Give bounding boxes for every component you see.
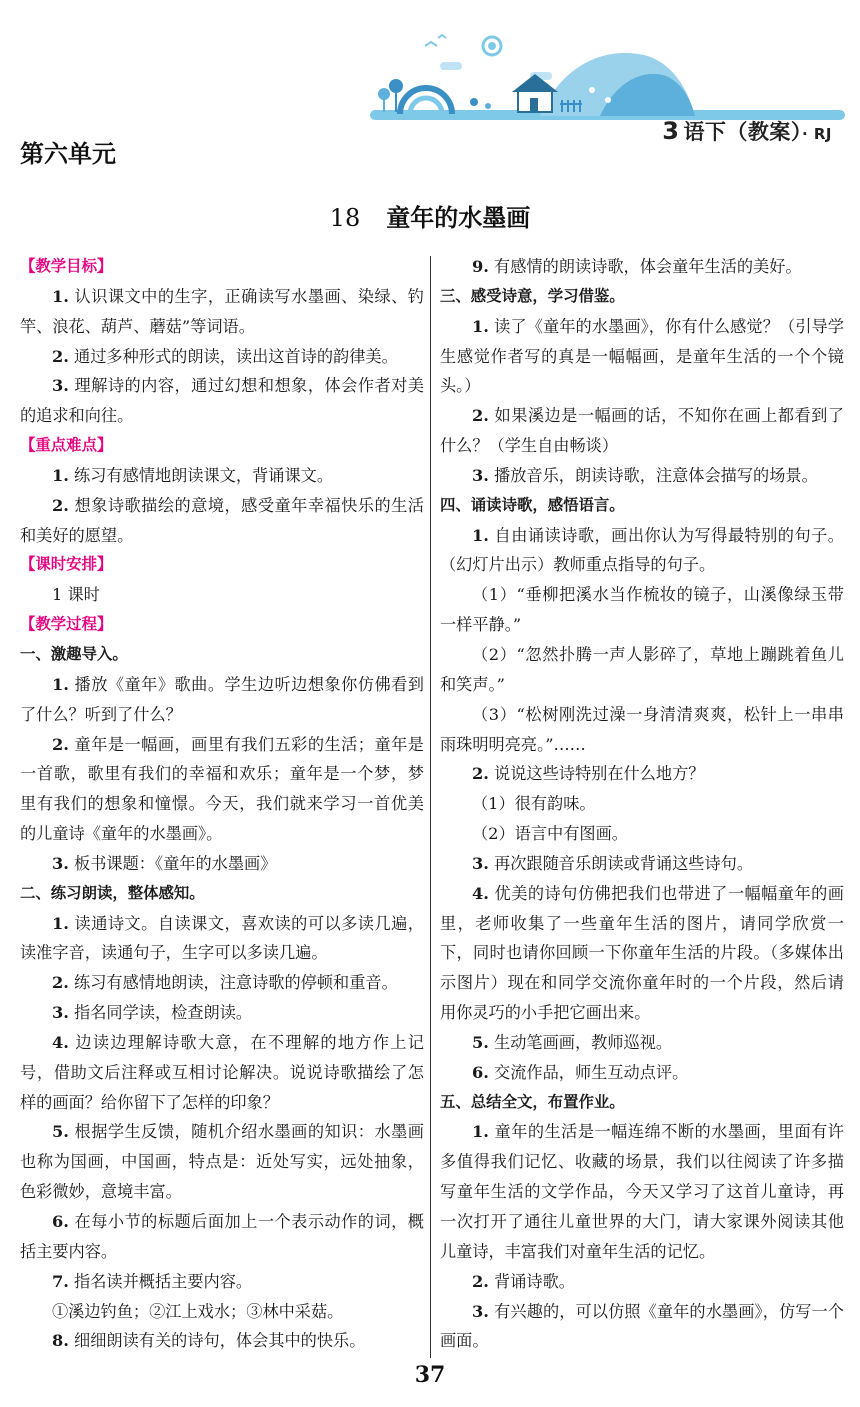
paragraph: [20, 371, 424, 431]
item-number: 2.: [52, 346, 69, 366]
paragraph-text: （3）“松树刚洗过澡一身清清爽爽，松针上一串串雨珠明明亮亮。”……: [440, 704, 844, 754]
paragraph: [20, 1267, 424, 1297]
paragraph-text: ①溪边钓鱼；②江上戏水；③林中采菇。: [52, 1301, 344, 1321]
section-heading: 一、激趣导入。: [20, 644, 128, 663]
paragraph: [440, 252, 844, 282]
paragraph-text: 生动笔画画，教师巡视。: [488, 1032, 673, 1052]
section-tag: 【教学过程】: [20, 615, 113, 634]
item-number: 9.: [472, 257, 489, 276]
item-number: 1.: [472, 316, 489, 336]
paragraph-text: 理解诗的内容，通过幻想和想象，体会作者对美的追求和向往。: [20, 376, 424, 426]
paragraph-text: 读了《童年的水墨画》，你有什么感觉？（引导学生感觉作者写的真是一幅幅画，是童年生活的一个个镜头。）: [440, 316, 844, 396]
paragraph: [440, 461, 844, 491]
paragraph: [20, 1326, 424, 1356]
item-number: 1.: [52, 674, 69, 694]
paragraph-text: 有兴趣的，可以仿照《童年的水墨画》，仿写一个画面。: [440, 1301, 844, 1351]
paragraph-text: 根据学生反馈，随机介绍水墨画的知识：水墨画也称为国画，中国画，特点是：近处写实，远处抽象，色彩微妙，意境丰富。: [20, 1122, 424, 1202]
paragraph: [440, 1117, 844, 1266]
paragraph-text: 练习有感情地朗读，注意诗歌的停顿和重音。: [68, 973, 398, 993]
item-number: 5.: [472, 1032, 489, 1052]
section-heading: 三、感受诗意，学习借鉴。: [440, 286, 625, 305]
column-divider: [430, 256, 431, 1358]
paragraph-text: 在每小节的标题后面加上一个表示动作的词，概括主要内容。: [20, 1212, 424, 1261]
paragraph-text: 如果溪边是一幅画的话，不知你在画上都看到了什么？（学生自由畅谈）: [440, 406, 844, 456]
paragraph: [20, 1117, 424, 1207]
paragraph-text: 自由诵读诗歌，画出你认为写得最特别的句子。（幻灯片出示）教师重点指导的句子。: [440, 525, 844, 575]
paragraph-text: 说说这些诗特别在什么地方？: [488, 764, 705, 784]
paragraph-text: （2）语言中有图画。: [472, 824, 628, 844]
page-number: 37: [414, 1362, 446, 1388]
paragraph-text: 再次跟随音乐朗读或背诵这些诗句。: [488, 853, 754, 873]
paragraph: [440, 849, 844, 879]
item-number: 1.: [52, 286, 69, 306]
paragraph: [20, 342, 424, 372]
paragraph: [440, 1267, 844, 1297]
lesson-heading: [0, 198, 860, 233]
paragraph: [440, 401, 844, 461]
paragraph: [440, 879, 844, 1028]
paragraph: [440, 312, 844, 402]
item-number: 3.: [52, 376, 69, 396]
item-number: 2.: [472, 764, 489, 784]
paragraph: [440, 759, 844, 789]
paragraph-text: 有感情的朗读诗歌，体会童年生活的美好。: [488, 257, 802, 276]
section-tag: 【教学目标】: [20, 257, 113, 275]
paragraph-text: （1）很有韵味。: [472, 794, 596, 814]
paragraph-text: 读通诗文。自读课文，喜欢读的可以多读几遍，读准字音，读通句子，生字可以多读几遍。: [20, 913, 424, 963]
paragraph-text: 指名读并概括主要内容。: [68, 1271, 253, 1291]
item-number: 2.: [52, 973, 69, 993]
landscape-illustration: [370, 28, 850, 128]
paragraph: [440, 700, 844, 760]
section-heading: 四、诵读诗歌，感悟语言。: [440, 495, 625, 514]
paragraph-text: 交流作品，师生互动点评。: [488, 1062, 689, 1082]
series-name: 语下（教案）: [683, 120, 802, 144]
paragraph: [20, 461, 424, 491]
section-tag: 【课时安排】: [20, 555, 113, 574]
left-column: [20, 252, 424, 1356]
item-number: 8.: [52, 1331, 69, 1351]
paragraph-text: 想象诗歌描绘的意境，感受童年幸福快乐的生活和美好的愿望。: [20, 495, 424, 545]
paragraph: [20, 730, 424, 849]
item-number: 6.: [472, 1062, 489, 1082]
paragraph-text: 播放音乐，朗读诗歌，注意体会描写的场景。: [488, 465, 818, 485]
paragraph-text: 练习有感情地朗读课文，背诵课文。: [68, 465, 334, 485]
item-number: 1.: [472, 525, 489, 545]
paragraph: [20, 909, 424, 969]
header-banner: [370, 28, 850, 145]
item-number: 1.: [52, 465, 69, 485]
paragraph: [20, 1028, 424, 1118]
item-number: 4.: [472, 883, 489, 903]
lesson-title: 童年的水墨画: [386, 203, 531, 232]
series-label: [662, 116, 832, 146]
paragraph: [20, 998, 424, 1028]
item-number: 2.: [472, 1271, 489, 1291]
paragraph: [20, 282, 424, 342]
paragraph-text: 认识课文中的生字，正确读写水墨画、染绿、钓竿、浪花、葫芦、蘑菇”等词语。: [20, 286, 424, 336]
paragraph: [440, 789, 844, 819]
paragraph: [440, 1297, 844, 1357]
item-number: 2.: [472, 406, 489, 426]
item-number: 3.: [52, 1003, 69, 1023]
item-number: 3.: [52, 853, 69, 873]
section-tag: 【重点难点】: [20, 436, 113, 455]
lesson-number: 18: [329, 204, 361, 232]
paragraph-text: 指名同学读，检查朗读。: [68, 1003, 253, 1023]
item-number: 2.: [52, 495, 69, 515]
section-heading: 二、练习朗读，整体感知。: [20, 883, 205, 902]
right-column: [440, 252, 844, 1356]
paragraph: [20, 849, 424, 879]
item-number: 3.: [472, 465, 489, 485]
paragraph-text: 优美的诗句仿佛把我们也带进了一幅幅童年的画里，老师收集了一些童年生活的图片，请同学欣赏一下，同时也请你回顾一下你童年生活的片段。（多媒体出示图片）现在和同学交流你童年时的一个片段，然后请用你灵巧的小手把它画出来。: [440, 883, 844, 1023]
paragraph-text: 播放《童年》歌曲。学生边听边想象你仿佛看到了什么？听到了什么？: [20, 674, 424, 724]
paragraph: [440, 580, 844, 640]
paragraph-text: （2）“忽然扑腾一声人影碎了，草地上蹦跳着鱼儿和笑声。”: [440, 644, 844, 694]
item-number: 3.: [472, 1301, 489, 1321]
paragraph-text: 细细朗读有关的诗句，体会其中的快乐。: [68, 1331, 366, 1351]
paragraph: [440, 521, 844, 581]
section-heading: 五、总结全文，布置作业。: [440, 1092, 625, 1111]
paragraph: [20, 491, 424, 551]
paragraph: [440, 640, 844, 700]
paragraph: [440, 1058, 844, 1088]
paragraph-text: 通过多种形式的朗读，读出这首诗的韵律美。: [68, 346, 398, 366]
paragraph: [20, 1297, 424, 1327]
paragraph-text: 童年的生活是一幅连绵不断的水墨画，里面有许多值得我们记忆、收藏的场景，我们以往阅读了许多描写童年生活的文学作品，今天又学习了这首儿童诗，再一次打开了通往儿童世界的大门，请大家课外阅读其他儿童诗，丰富我们对童年生活的记忆。: [440, 1122, 844, 1261]
paragraph: [20, 1207, 424, 1267]
item-number: 1.: [52, 913, 69, 933]
item-number: 6.: [52, 1212, 69, 1231]
grade-number: 3: [662, 117, 680, 145]
item-number: 3.: [472, 853, 489, 873]
paragraph: [20, 580, 424, 610]
paragraph-text: 1 课时: [52, 585, 100, 605]
paragraph-text: （1）“垂柳把溪水当作梳妆的镜子，山溪像绿玉带一样平静。”: [440, 585, 844, 635]
paragraph-text: 童年是一幅画，画里有我们五彩的生活；童年是一首歌，歌里有我们的幸福和欢乐；童年是一个梦，梦里有我们的想象和憧憬。今天，我们就来学习一首优美的儿童诗《童年的水墨画》。: [20, 734, 424, 844]
item-number: 2.: [52, 734, 69, 754]
item-number: 4.: [52, 1032, 69, 1052]
item-number: 5.: [52, 1122, 69, 1142]
edition-label: · RJ: [801, 125, 832, 143]
item-number: 7.: [52, 1271, 69, 1291]
paragraph: [20, 670, 424, 730]
paragraph-text: 背诵诗歌。: [488, 1271, 575, 1291]
paragraph-text: 边读边理解诗歌大意，在不理解的地方作上记号，借助文后注释或互相讨论解决。说说诗歌描绘了怎样的画面？给你留下了怎样的印象？: [20, 1032, 424, 1112]
unit-title: 第六单元: [20, 140, 116, 168]
item-number: 1.: [472, 1122, 489, 1142]
paragraph: [20, 968, 424, 998]
paragraph: [440, 1028, 844, 1058]
paragraph: [440, 819, 844, 849]
paragraph-text: 板书课题：《童年的水墨画》: [68, 853, 277, 873]
